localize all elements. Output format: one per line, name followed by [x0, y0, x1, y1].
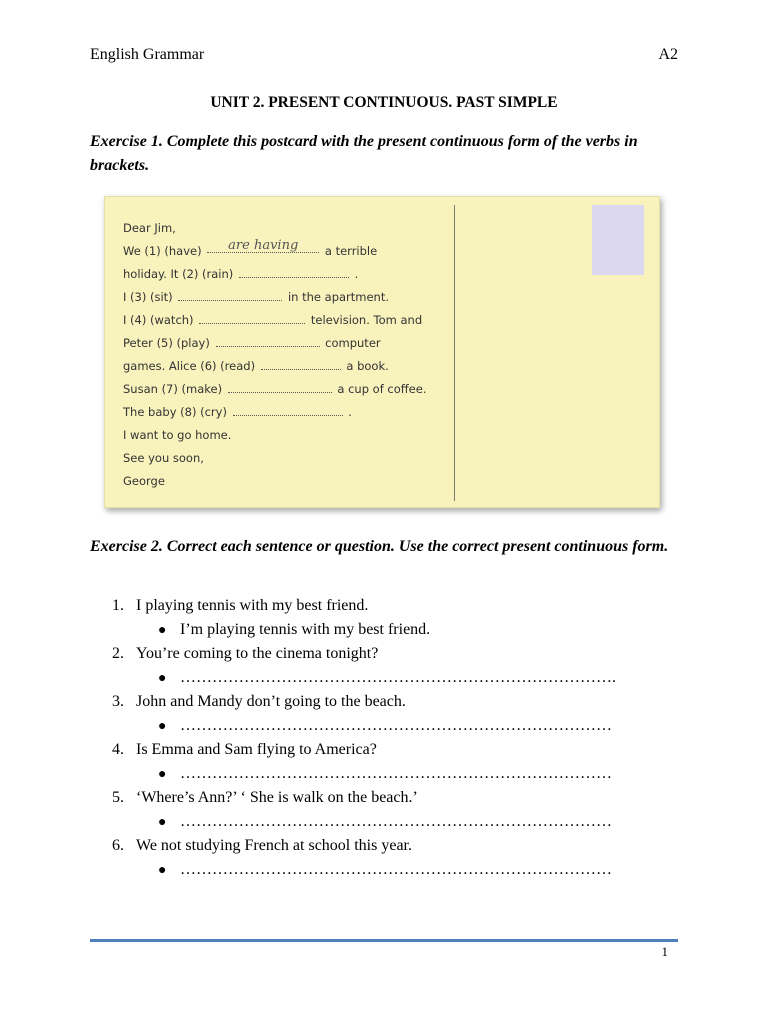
answer-line[interactable]: ● I’m playing tennis with my best friend.: [112, 618, 678, 642]
postcard-stamp: [592, 205, 644, 275]
exercise2-list: [112, 594, 678, 882]
list-item: 4. Is Emma and Sam flying to America?: [112, 741, 377, 758]
bullet-icon: ●: [158, 671, 167, 686]
postcard-closing: See you soon,: [123, 451, 204, 465]
bullet-icon: ●: [158, 863, 167, 878]
postcard-greeting: Dear Jim,: [123, 221, 176, 235]
list-item: 6. We not studying French at school this year.: [112, 837, 412, 854]
footer-rule: [90, 939, 678, 942]
list-item: 3. John and Mandy don’t going to the beach.: [112, 693, 406, 710]
page-number: 1: [661, 944, 668, 959]
list-item: 1. I playing tennis with my best friend.: [112, 597, 369, 614]
postcard-line: games. Alice (6) (read) a book.: [123, 359, 389, 373]
exercise1-instruction: Exercise 1. Complete this postcard with the present continuous form of the verbs in brackets.: [90, 133, 638, 174]
answer-blank: [199, 311, 305, 324]
page-header: [90, 46, 678, 64]
handwritten-answer: are having: [228, 238, 299, 253]
answer-blank: [261, 357, 341, 370]
answer-line[interactable]: ● ……………………………………………………………………….: [112, 666, 678, 690]
answer-blank: [228, 380, 332, 393]
answer-blank: [233, 403, 343, 416]
answer-line[interactable]: ● ………………………………………………………………………: [112, 714, 678, 738]
answer-line[interactable]: ● ………………………………………………………………………: [112, 858, 678, 882]
postcard-line: Susan (7) (make) a cup of coffee.: [123, 382, 427, 396]
answer-blank: [239, 265, 349, 278]
answer-line[interactable]: ● ………………………………………………………………………: [112, 810, 678, 834]
bullet-icon: ●: [158, 815, 167, 830]
header-subject: English Grammar: [90, 46, 205, 63]
postcard-line: holiday. It (2) (rain) .: [123, 267, 359, 281]
list-item: 2. You’re coming to the cinema tonight?: [112, 645, 379, 662]
postcard-text: [123, 217, 453, 493]
postcard-image: [104, 196, 660, 508]
answer-blank: [178, 288, 282, 301]
list-item: 5. ‘Where’s Ann?’ ‘ She is walk on the beach.’: [112, 789, 418, 806]
exercise2-instruction: Exercise 2. Correct each sentence or question. Use the correct present continuous form.: [90, 538, 669, 555]
postcard-line: Peter (5) (play) computer: [123, 336, 381, 350]
bullet-icon: ●: [158, 719, 167, 734]
postcard-closing: I want to go home.: [123, 428, 232, 442]
header-level: A2: [658, 46, 678, 63]
bullet-icon: ●: [158, 623, 167, 638]
postcard-line: I (3) (sit) in the apartment.: [123, 290, 390, 304]
unit-title: UNIT 2. PRESENT CONTINUOUS. PAST SIMPLE: [210, 94, 558, 111]
postcard-divider: [454, 205, 455, 501]
bullet-icon: ●: [158, 767, 167, 782]
postcard-signature: George: [123, 474, 165, 488]
postcard-line: We (1) (have) are having a terrible: [123, 238, 378, 258]
answer-line[interactable]: ● ………………………………………………………………………: [112, 762, 678, 786]
answer-blank: [207, 240, 319, 253]
postcard-line: I (4) (watch) television. Tom and: [123, 313, 423, 327]
postcard-line: The baby (8) (cry) .: [123, 405, 352, 419]
answer-blank: [216, 334, 320, 347]
